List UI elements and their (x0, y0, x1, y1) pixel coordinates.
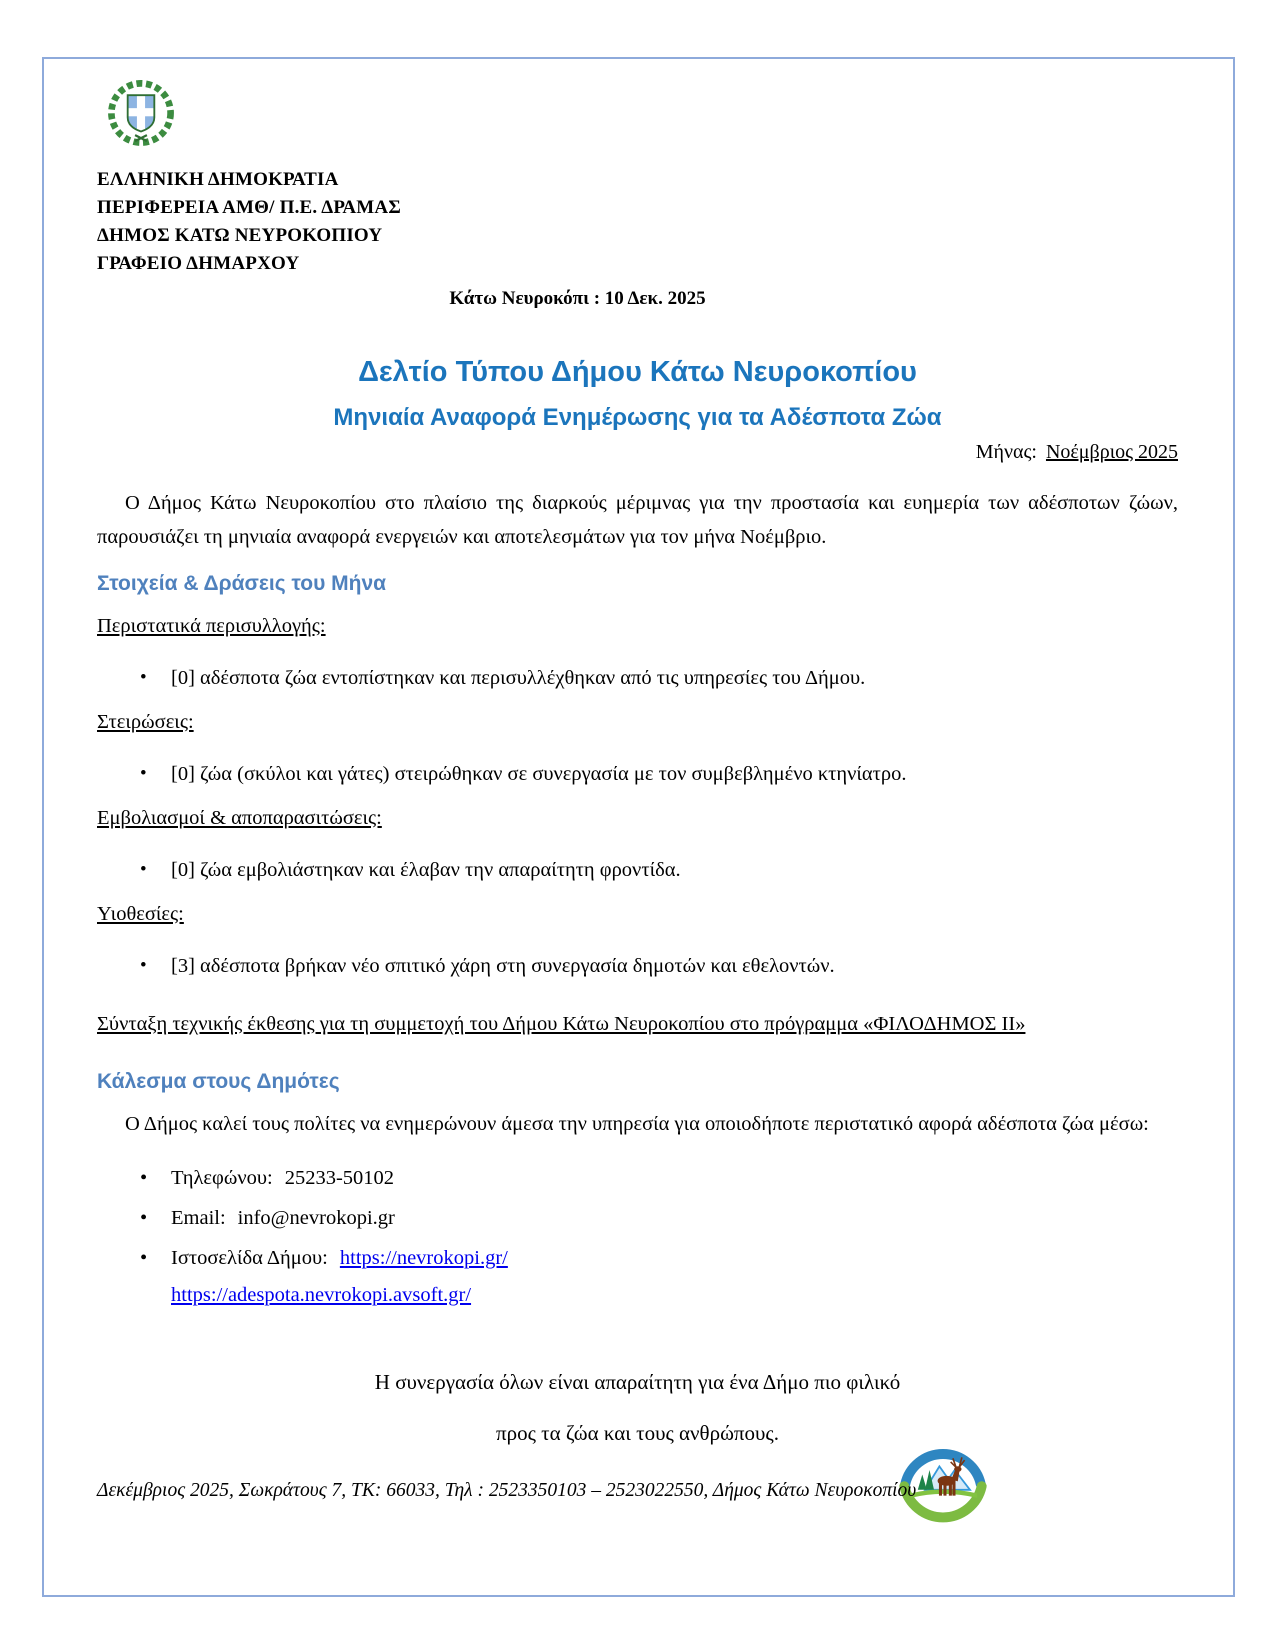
month-line (97, 439, 1178, 465)
org-line: ΔΗΜΟΣ ΚΑΤΩ ΝΕΥΡΟΚΟΠΙΟΥ (97, 225, 383, 246)
contact-email (97, 1198, 1178, 1238)
website-link[interactable]: https://nevrokopi.gr/ (339, 1247, 508, 1269)
dateline: Κάτω Νευροκόπι : 10 Δεκ. 2025 (449, 288, 706, 309)
stat-label: Περιστατικά περισυλλογής: (97, 615, 326, 637)
bullet-icon: • (140, 1247, 148, 1269)
technical-report-note: Σύνταξη τεχνικής έκθεσης για τη συμμετοχή του Δήμου Κάτω Νευροκοπίου στο πρόγραμμα «ΦΙΛΟΔΗΜΟΣ ΙΙ» (97, 1013, 1026, 1035)
intro-paragraph: Ο Δήμος Κάτω Νευροκοπίου στο πλαίσιο της διαρκούς μέριμνας για την προστασία και ευημερία των αδέσποτων ζώων, παρουσιάζει τη μηνιαία αναφορά ενεργειών και αποτελεσμάτων για τον μήνα Νοέμβριο. (97, 492, 1178, 548)
org-line: ΕΛΛΗΝΙΚΗ ΔΗΜΟΚΡΑΤΙΑ (97, 169, 339, 190)
adespota-website-link[interactable]: https://adespota.nevrokopi.avsoft.gr/ (171, 1284, 472, 1306)
contact-list (97, 1158, 1178, 1312)
contact-website (97, 1238, 1178, 1278)
bullet-icon: • (140, 667, 147, 688)
stat-label: Στειρώσεις: (97, 711, 194, 733)
phone-value: 25233-50102 (284, 1167, 395, 1189)
email-value: info@nevrokopi.gr (237, 1207, 395, 1229)
footer-contact-line: Δεκέμβριος 2025, Σωκράτους 7, ΤΚ: 66033, Τηλ : 2523350103 – 2523022550, Δήμος Κάτω Νευροκοπίου (97, 1480, 917, 1501)
org-line: ΠΕΡΙΦΕΡΕΙΑ ΑΜΘ/ Π.Ε. ΔΡΑΜΑΣ (97, 197, 401, 218)
greek-coat-of-arms-icon (101, 73, 181, 147)
month-label: Μήνας: (975, 441, 1037, 463)
letterhead (97, 166, 1178, 278)
stat-label: Εμβολιασμοί & αποπαρασιτώσεις: (97, 807, 382, 829)
phone-label: Τηλεφώνου: (171, 1167, 273, 1189)
stat-bullet-text: [3] αδέσποτα βρήκαν νέο σπιτικό χάρη στη συνεργασία δημοτών και εθελοντών. (171, 955, 835, 977)
email-label: Email: (171, 1207, 226, 1229)
section-heading-call: Κάλεσμα στους Δημότες (97, 1070, 340, 1093)
stat-bullet (97, 759, 1178, 789)
page-content (42, 57, 1235, 1597)
closing-line-2: προς τα ζώα και τους ανθρώπους. (496, 1421, 779, 1445)
month-value: Νοέμβριος 2025 (1045, 441, 1178, 463)
org-line: ΓΡΑΦΕΙΟ ΔΗΜΑΡΧΟΥ (97, 253, 300, 274)
stat-bullet-text: [0] ζώα εμβολιάστηκαν και έλαβαν την απαραίτητη φροντίδα. (171, 859, 681, 881)
contact-phone (97, 1158, 1178, 1198)
website-label: Ιστοσελίδα Δήμου: (171, 1247, 328, 1269)
closing-line-1: Η συνεργασία όλων είναι απαραίτητη για ένα Δήμο πιο φιλικό (374, 1370, 901, 1394)
bullet-icon: • (140, 1167, 148, 1189)
stat-bullet (97, 663, 1178, 693)
bullet-icon: • (140, 859, 147, 880)
section-heading-stats: Στοιχεία & Δράσεις του Μήνα (97, 572, 387, 595)
document-title: Δελτίο Τύπου Δήμου Κάτω Νευροκοπίου (358, 356, 917, 388)
stat-label: Υιοθεσίες: (97, 903, 184, 925)
stat-bullet (97, 951, 1178, 981)
document-subtitle: Μηνιαία Αναφορά Ενημέρωσης για τα Αδέσποτα Ζώα (333, 404, 942, 431)
stat-bullet-text: [0] αδέσποτα ζώα εντοπίστηκαν και περισυλλέχθηκαν από τις υπηρεσίες του Δήμου. (171, 667, 866, 689)
bullet-icon: • (140, 763, 147, 784)
stat-bullet-text: [0] ζώα (σκύλοι και γάτες) στειρώθηκαν σε συνεργασία με τον συμβεβλημένο κτηνίατρο. (171, 763, 907, 785)
stat-bullet (97, 855, 1178, 885)
call-paragraph: Ο Δήμος καλεί τους πολίτες να ενημερώνουν άμεσα την υπηρεσία για οποιοδήποτε περιστατικό αφορά αδέσποτα ζώα μέσω: (125, 1113, 1149, 1135)
bullet-icon: • (140, 955, 147, 976)
bullet-icon: • (140, 1207, 148, 1229)
